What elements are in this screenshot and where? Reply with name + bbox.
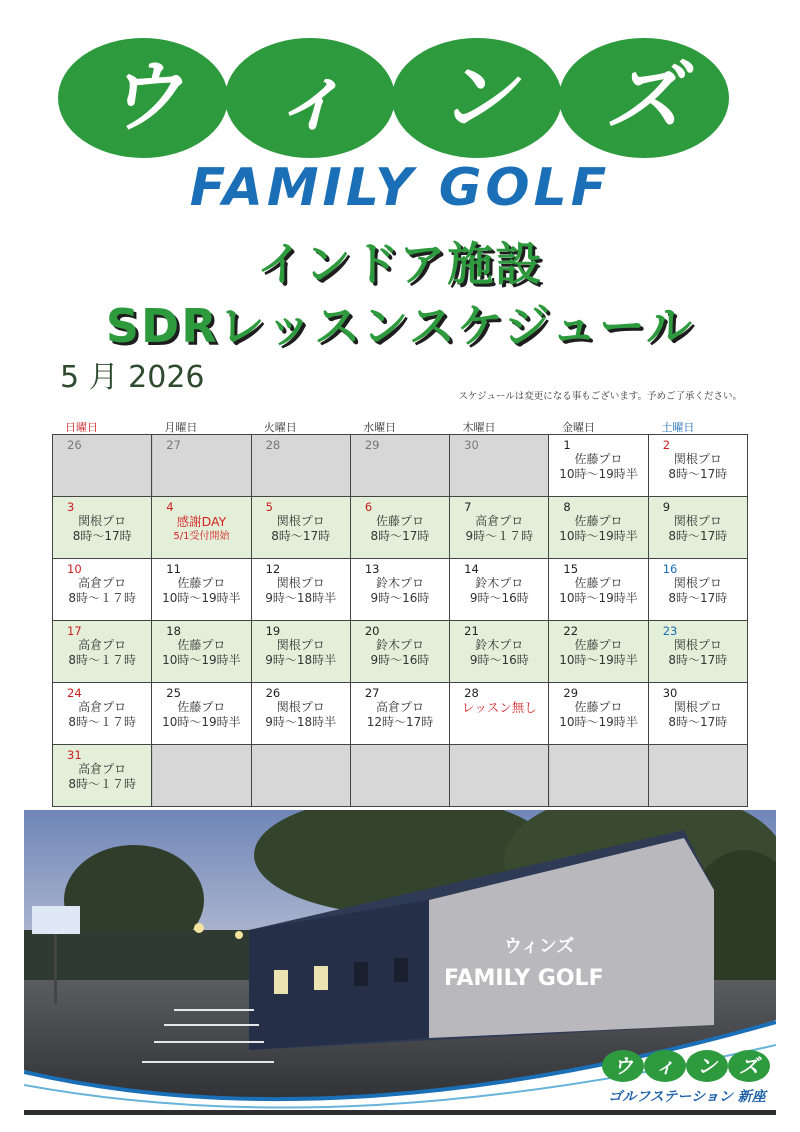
day-number: 28 <box>265 438 281 452</box>
month-label: 5 月 2026 <box>60 360 205 395</box>
instructor-name: 佐藤プロ <box>177 638 226 652</box>
calendar-day-cell <box>549 683 648 745</box>
calendar-day-cell <box>350 621 449 683</box>
day-number: 6 <box>364 500 373 514</box>
day-number: 21 <box>464 624 479 638</box>
calendar-day-cell <box>350 683 449 745</box>
calendar-day-cell <box>450 621 549 683</box>
calendar-week-row <box>53 435 748 497</box>
calendar-day-cell <box>53 683 152 745</box>
calendar-week-row <box>53 621 748 683</box>
instructor-name: 関根プロ <box>276 638 325 652</box>
calendar-cell-inactive <box>350 435 449 497</box>
calendar-cell-inactive <box>251 435 350 497</box>
calendar-day-cell <box>350 497 449 559</box>
calendar-day-cell <box>648 621 747 683</box>
lesson-hours: 8時～17時 <box>668 529 728 543</box>
building-sign-line1: ウィンズ <box>504 936 575 957</box>
lesson-hours: 8時～１７時 <box>68 653 136 667</box>
weekday-tuesday: 火曜日 <box>263 421 297 434</box>
weekday-saturday: 土曜日 <box>661 421 695 434</box>
logo-char: ウ <box>103 53 182 143</box>
day-number: 11 <box>166 562 181 576</box>
calendar-day-cell <box>152 683 251 745</box>
day-number <box>549 745 647 762</box>
lesson-hours: 8時～17時 <box>668 715 728 729</box>
lesson-hours: 8時～17時 <box>370 529 430 543</box>
day-number <box>450 745 548 762</box>
calendar-week-row <box>53 497 748 559</box>
calendar-day-cell <box>648 559 747 621</box>
calendar-cell-inactive <box>53 435 152 497</box>
schedule-note: スケジュールは変更になる事もございます。予めご了承ください。 <box>458 391 742 402</box>
lesson-hours: 9時～16時 <box>469 591 529 605</box>
calendar-cell-inactive <box>648 745 747 807</box>
weekday-monday: 月曜日 <box>164 421 198 434</box>
instructor-name: 佐藤プロ <box>375 514 424 528</box>
footer-brand-logo <box>602 1050 772 1110</box>
lesson-hours: 9時～18時半 <box>265 653 337 667</box>
lesson-hours: 10時～19時半 <box>559 591 638 605</box>
logo-char: ィ <box>270 53 349 143</box>
calendar-day-cell <box>53 559 152 621</box>
calendar-week-row <box>53 745 748 807</box>
day-number: 30 <box>662 686 678 700</box>
lesson-hours: 10時～19時半 <box>559 467 638 481</box>
day-number: 5 <box>265 500 273 514</box>
lesson-hours: 8時～１７時 <box>68 591 136 605</box>
day-number: 27 <box>166 438 181 452</box>
instructor-name: 佐藤プロ <box>574 638 623 652</box>
instructor-name: 高倉プロ <box>375 700 424 714</box>
day-number <box>152 745 250 762</box>
day-number: 8 <box>563 500 571 514</box>
calendar-day-cell <box>152 621 251 683</box>
instructor-name: 鈴木プロ <box>475 576 524 590</box>
instructor-name: 佐藤プロ <box>177 576 226 590</box>
instructor-name: レッスン無し <box>461 700 537 715</box>
calendar-day-cell <box>251 683 350 745</box>
day-number: 4 <box>166 500 174 514</box>
instructor-name: 関根プロ <box>276 576 325 590</box>
day-number: 24 <box>67 686 82 700</box>
instructor-name: 関根プロ <box>673 638 722 652</box>
lesson-hours: 9時～１７時 <box>465 529 534 543</box>
calendar-day-cell <box>152 497 251 559</box>
instructor-name: 佐藤プロ <box>574 576 623 590</box>
weekday-friday: 金曜日 <box>561 421 595 434</box>
calendar-day-cell <box>450 559 549 621</box>
instructor-name: 佐藤プロ <box>574 514 623 528</box>
lesson-hours: 8時～17時 <box>72 529 132 543</box>
footer-brand-subtitle: ゴルフステーション 新座 <box>608 1089 766 1105</box>
calendar-day-cell <box>53 621 152 683</box>
instructor-name: 高倉プロ <box>78 700 127 714</box>
lesson-hours: 10時～19時半 <box>559 529 638 543</box>
instructor-name: 関根プロ <box>673 514 722 528</box>
day-number: 23 <box>662 624 678 638</box>
weekday-header <box>52 419 748 435</box>
calendar-day-cell <box>251 497 350 559</box>
logo-char: ズ <box>604 53 683 143</box>
calendar-day-cell <box>549 435 648 497</box>
calendar-day-cell <box>53 497 152 559</box>
calendar-cell-inactive <box>152 435 251 497</box>
calendar-day-cell <box>549 497 648 559</box>
instructor-name: 鈴木プロ <box>475 638 524 652</box>
lesson-hours: 9時～18時半 <box>265 715 337 729</box>
day-number: 7 <box>464 500 472 514</box>
instructor-name: 関根プロ <box>673 700 722 714</box>
calendar-day-cell <box>450 497 549 559</box>
calendar-cell-inactive <box>450 435 549 497</box>
lesson-hours: 9時～16時 <box>370 653 430 667</box>
lesson-hours: 9時～16時 <box>469 653 529 667</box>
weekday-thursday: 木曜日 <box>462 421 496 434</box>
instructor-name: 佐藤プロ <box>574 700 623 714</box>
day-number: 20 <box>364 624 380 638</box>
day-number: 28 <box>464 686 479 700</box>
day-number <box>351 745 449 762</box>
day-number: 13 <box>364 562 380 576</box>
lesson-hours: 8時～１７時 <box>68 777 136 791</box>
day-number: 18 <box>166 624 181 638</box>
instructor-name: 関根プロ <box>276 700 325 714</box>
calendar-day-cell <box>450 683 549 745</box>
day-number: 25 <box>166 686 181 700</box>
calendar-cell-inactive <box>549 745 648 807</box>
calendar-cell-inactive <box>450 745 549 807</box>
calendar-week-row <box>53 683 748 745</box>
day-number: 17 <box>67 624 82 638</box>
day-number: 19 <box>265 624 281 638</box>
day-number: 10 <box>67 562 82 576</box>
building-sign-line2: FAMILY GOLF <box>444 966 604 991</box>
calendar-day-cell <box>648 497 747 559</box>
day-number: 31 <box>67 748 82 762</box>
lesson-calendar <box>52 434 748 807</box>
logo-char: ン <box>437 53 516 143</box>
day-number: 30 <box>464 438 479 452</box>
lesson-hours: 8時～17時 <box>668 653 728 667</box>
calendar-cell-inactive <box>152 745 251 807</box>
day-number: 3 <box>67 500 75 514</box>
lesson-hours: 10時～19時半 <box>559 715 638 729</box>
calendar-cell-inactive <box>350 745 449 807</box>
day-number: 9 <box>662 500 671 514</box>
lesson-hours: 10時～19時半 <box>162 715 241 729</box>
day-number: 29 <box>563 686 579 700</box>
instructor-name: 佐藤プロ <box>574 452 623 466</box>
footer-logo-char: ウ <box>602 1050 644 1082</box>
footer-logo-char: ズ <box>728 1050 770 1082</box>
day-number: 26 <box>265 686 281 700</box>
footer-logo-char: ィ <box>644 1050 686 1082</box>
page-title-line2: SDRレッスンスケジュール <box>105 299 695 353</box>
instructor-name: 高倉プロ <box>78 638 127 652</box>
lesson-hours: 10時～19時半 <box>162 591 241 605</box>
day-number: 16 <box>662 562 678 576</box>
instructor-name: 佐藤プロ <box>177 700 226 714</box>
lesson-hours: 8時～17時 <box>271 529 331 543</box>
day-number: 1 <box>563 438 571 452</box>
lesson-hours: 12時～17時 <box>366 715 434 729</box>
weekday-wednesday: 水曜日 <box>363 421 397 434</box>
lesson-hours: 9時～18時半 <box>265 591 337 605</box>
page-title-line1: インドア施設 <box>256 237 544 291</box>
calendar-day-cell <box>251 621 350 683</box>
instructor-name: 鈴木プロ <box>375 576 424 590</box>
calendar-day-cell <box>549 621 648 683</box>
day-number <box>252 745 350 762</box>
instructor-name: 関根プロ <box>673 452 722 466</box>
day-number: 27 <box>364 686 380 700</box>
instructor-name: 感謝DAY <box>176 514 227 529</box>
footer-logo-ovals <box>602 1050 772 1084</box>
instructor-name: 高倉プロ <box>78 576 127 590</box>
calendar-day-cell <box>350 559 449 621</box>
brand-logo <box>58 38 730 158</box>
day-number: 2 <box>662 438 671 452</box>
weekday-sunday: 日曜日 <box>65 421 98 434</box>
day-number: 26 <box>67 438 82 452</box>
calendar-day-cell <box>648 683 747 745</box>
footer-logo-char: ン <box>686 1050 728 1082</box>
calendar-week-row <box>53 559 748 621</box>
lesson-hours: 10時～19時半 <box>559 653 638 667</box>
instructor-name: 高倉プロ <box>78 762 127 776</box>
day-number: 14 <box>464 562 479 576</box>
instructor-name: 関根プロ <box>276 514 325 528</box>
lesson-hours: 8時～17時 <box>668 467 728 481</box>
lesson-hours: 10時～19時半 <box>162 653 241 667</box>
calendar-day-cell <box>549 559 648 621</box>
calendar-day-cell <box>152 559 251 621</box>
calendar-cell-inactive <box>251 745 350 807</box>
lesson-hours: 8時～17時 <box>668 591 728 605</box>
day-number: 15 <box>563 562 579 576</box>
instructor-name: 関根プロ <box>673 576 722 590</box>
lesson-hours: 9時～16時 <box>370 591 430 605</box>
day-number <box>649 745 747 762</box>
day-number: 29 <box>364 438 380 452</box>
calendar-day-cell <box>648 435 747 497</box>
logo-subtitle: FAMILY GOLF <box>189 158 611 218</box>
lesson-hours: 8時～１７時 <box>68 715 136 729</box>
instructor-name: 高倉プロ <box>475 514 524 528</box>
instructor-name: 鈴木プロ <box>375 638 424 652</box>
calendar-day-cell <box>53 745 152 807</box>
calendar-day-cell <box>251 559 350 621</box>
lesson-hours: 5/1受付開始 <box>173 531 230 542</box>
instructor-name: 関根プロ <box>78 514 127 528</box>
day-number: 12 <box>265 562 281 576</box>
day-number: 22 <box>563 624 579 638</box>
